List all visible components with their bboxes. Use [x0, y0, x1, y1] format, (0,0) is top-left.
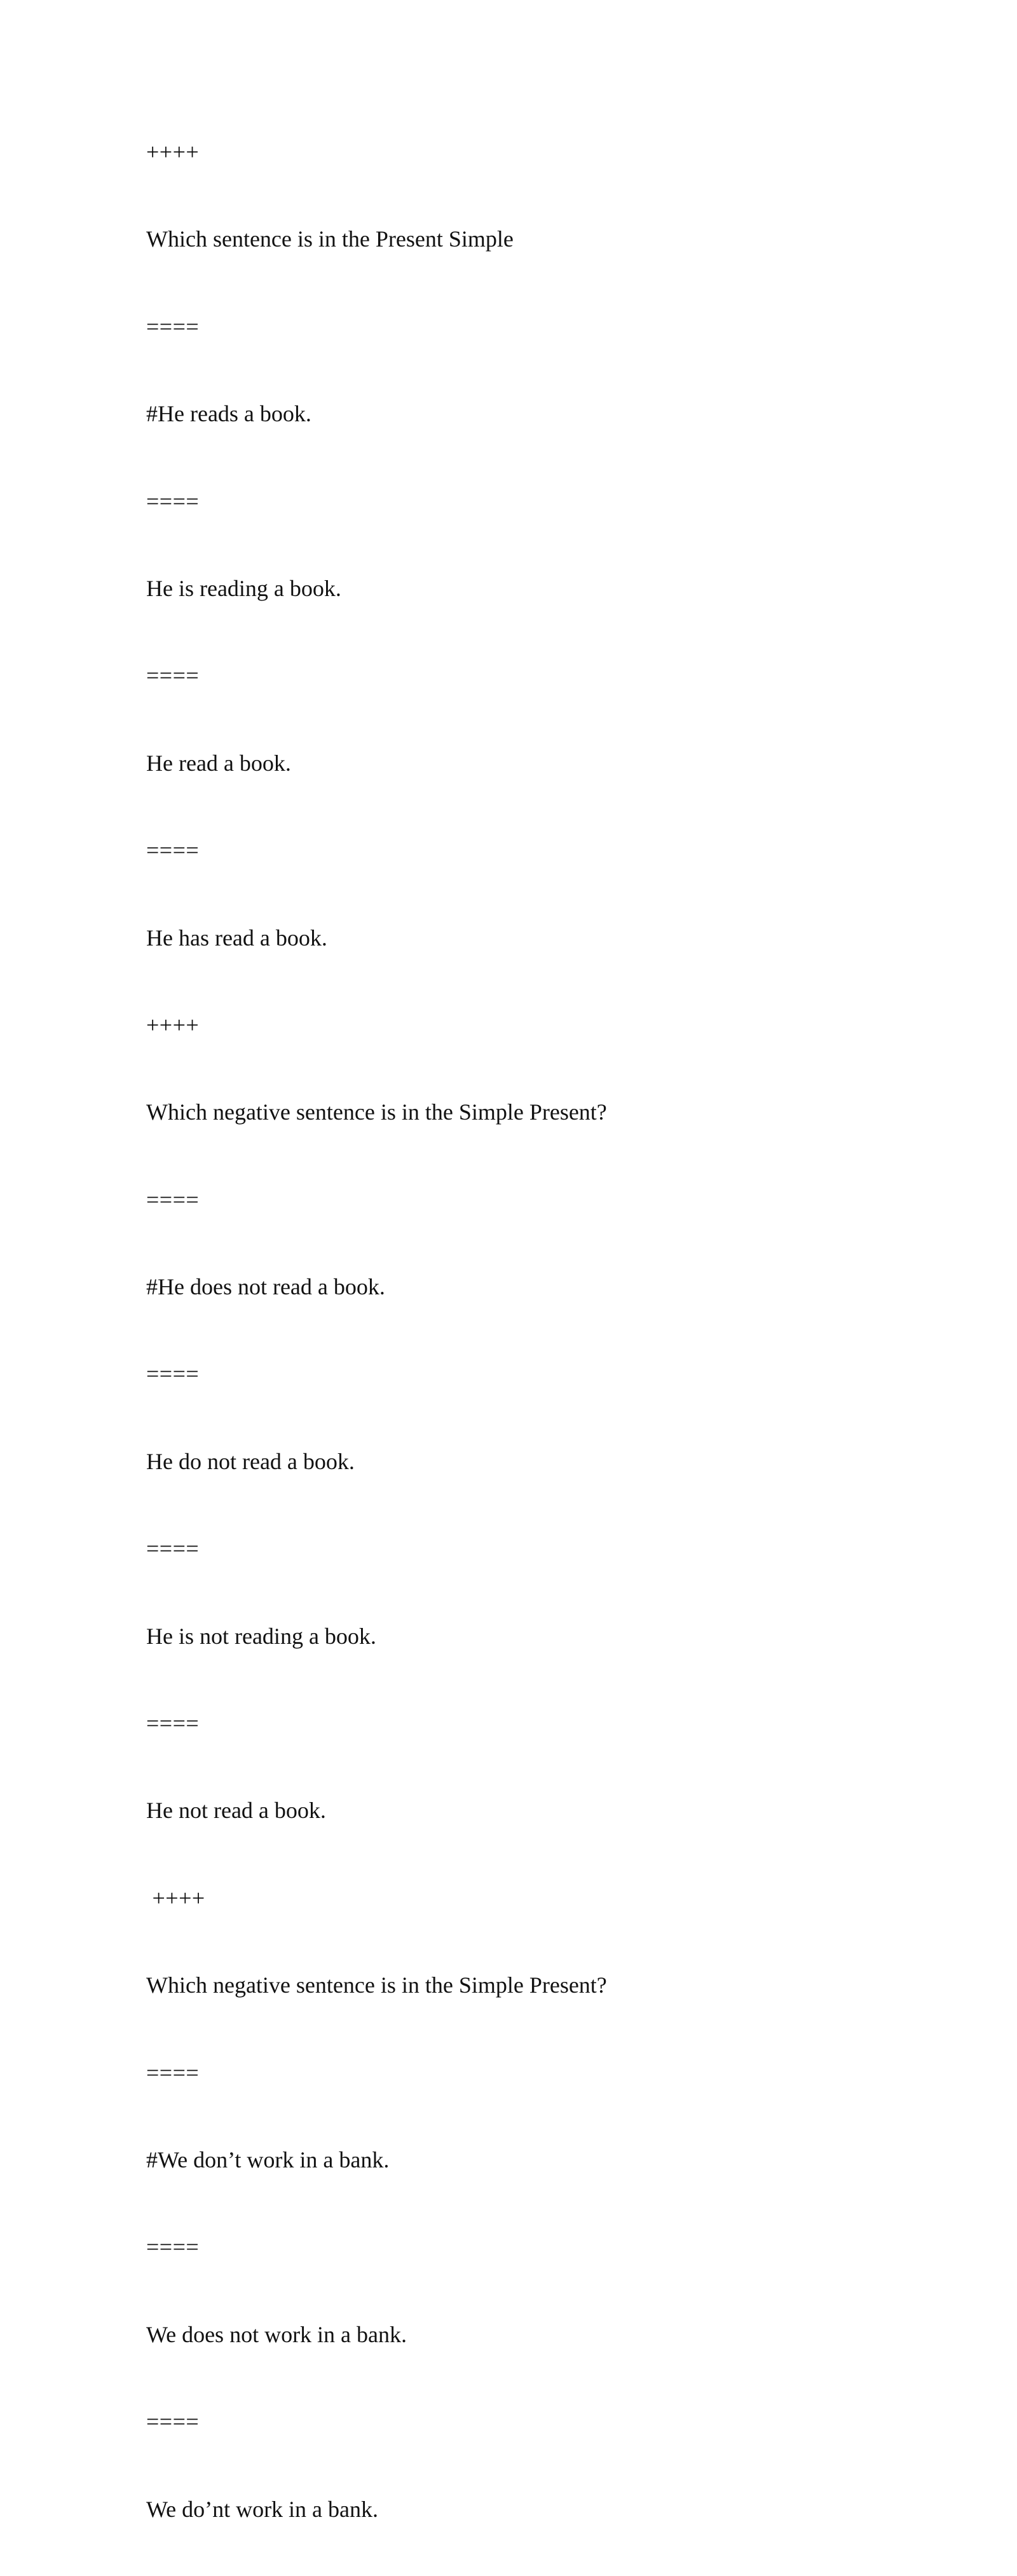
option: He not read a book. [146, 1798, 326, 1824]
option-correct: #We don’t work in a bank. [146, 2146, 390, 2173]
option: He is reading a book. [146, 575, 341, 601]
option-separator: ==== [146, 2409, 200, 2435]
option-correct: #He does not read a book. [146, 1274, 385, 1300]
option-separator: ==== [146, 837, 200, 864]
question-separator: ++++ [146, 1012, 200, 1038]
option: He read a book. [146, 750, 291, 776]
option: He is not reading a book. [146, 1623, 376, 1649]
option-separator: ==== [146, 1536, 200, 1562]
option-correct: #He reads a book. [146, 401, 311, 427]
option-separator: ==== [146, 2059, 200, 2085]
question-separator: ++++ [146, 1885, 205, 1911]
option: We does not work in a bank. [146, 2321, 407, 2347]
option: He has read a book. [146, 925, 327, 951]
option-separator: ==== [146, 488, 200, 514]
option-separator: ==== [146, 2234, 200, 2260]
question-text: Which negative sentence is in the Simple Present? [146, 1972, 607, 1998]
option-separator: ==== [146, 1186, 200, 1212]
option-separator: ==== [146, 663, 200, 689]
question-separator: ++++ [146, 139, 200, 165]
option: He do not read a book. [146, 1448, 355, 1474]
question-text: Which sentence is in the Present Simple [146, 226, 514, 252]
question-text: Which negative sentence is in the Simple Present? [146, 1099, 607, 1125]
document-body [146, 132, 909, 2576]
option-separator: ==== [146, 1361, 200, 1387]
option-separator: ==== [146, 313, 200, 339]
option-separator: ==== [146, 1711, 200, 1737]
option: We do’nt work in a bank. [146, 2496, 379, 2522]
